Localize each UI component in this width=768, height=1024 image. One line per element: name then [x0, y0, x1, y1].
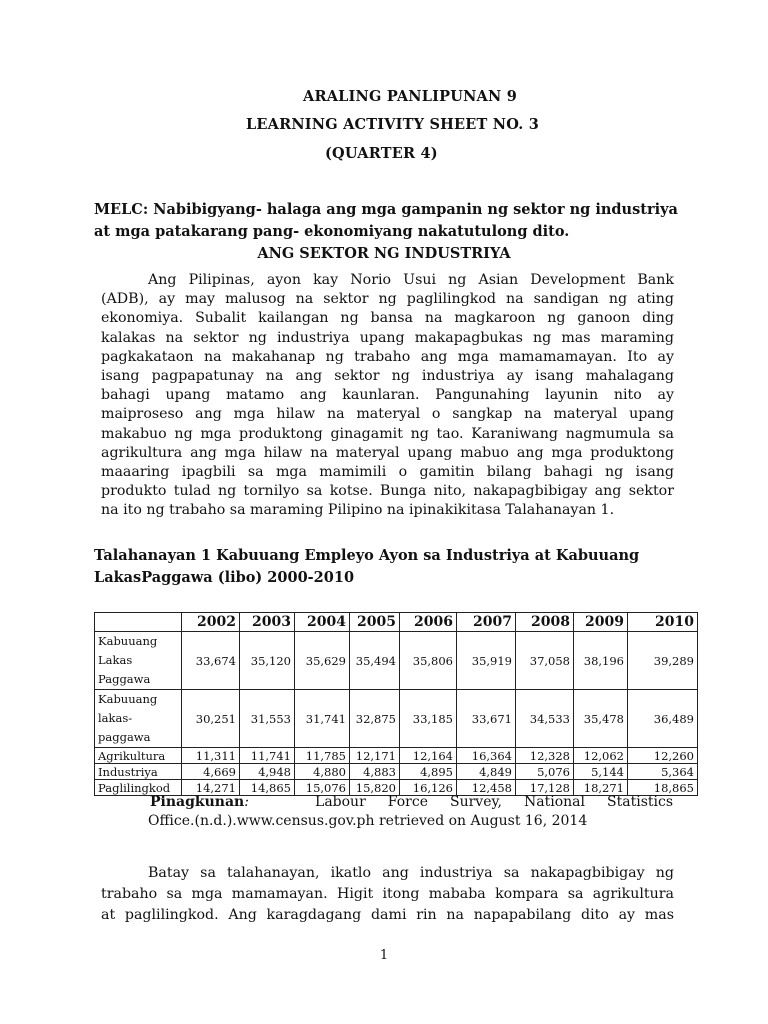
table-cell: 11,785: [295, 748, 350, 764]
table-cell: 5,144: [574, 764, 628, 780]
page-number: 1: [379, 948, 389, 963]
paragraph-line: ekonomiya. Subalit kailangan ng bansa na magkaroon ng ganoon ding: [101, 310, 674, 327]
caption-line: LakasPaggawa (libo) 2000-2010: [94, 569, 355, 586]
source-citation: [150, 793, 673, 831]
table-cell: 15,076: [295, 780, 350, 796]
row-label-line: lakas-: [98, 711, 133, 725]
table-cell: 12,062: [574, 748, 628, 764]
table-row: [95, 690, 698, 748]
paragraph-line: at paglilingkod. Ang karagdagang dami rin na napapabilang dito ay mas: [101, 907, 674, 923]
subject-heading: ARALING PANLIPUNAN 9: [303, 88, 517, 105]
source-colon: :: [244, 794, 249, 810]
source-line: Office.(n.d.).www.census.gov.ph retrieved on August 16, 2014: [148, 813, 588, 829]
table-cell: 12,260: [628, 748, 698, 764]
table-cell: 18,865: [628, 780, 698, 796]
paragraph-line: isang pagpapatunay na ang sektor ng industriya ay isang mahalagang: [101, 367, 674, 384]
table-cell: 39,289: [628, 632, 698, 690]
table-cell: 14,271: [182, 780, 240, 796]
sheet-heading: LEARNING ACTIVITY SHEET NO. 3: [246, 116, 539, 133]
year-header: 2003: [240, 613, 295, 632]
table-cell: 34,533: [516, 690, 574, 748]
row-label-line: Kabuuang: [98, 634, 158, 648]
table-cell: 12,328: [516, 748, 574, 764]
table-caption: [94, 545, 684, 589]
row-label: Paglilingkod: [95, 780, 182, 796]
employment-table: [94, 612, 698, 796]
table-cell: 4,895: [400, 764, 457, 780]
source-line: [150, 793, 673, 812]
table-cell: 35,629: [295, 632, 350, 690]
table-corner-cell: [95, 613, 182, 632]
table-cell: 35,120: [240, 632, 295, 690]
table-cell: 5,364: [628, 764, 698, 780]
table-cell: 12,458: [457, 780, 516, 796]
table-cell: 11,311: [182, 748, 240, 764]
table-cell: 4,669: [182, 764, 240, 780]
paragraph-line: maaaring ipagbili sa mga mamimili o gamitin bilang bahagi ng isang: [101, 463, 674, 480]
paragraph-line: Ang Pilipinas, ayon kay Norio Usui ng Asian Development Bank: [148, 272, 674, 288]
paragraph-line: bahagi upang matamo ang kaunlaran. Pangunahing layunin nito ay: [101, 387, 674, 404]
table-cell: 11,741: [240, 748, 295, 764]
table-cell: 33,674: [182, 632, 240, 690]
source-label: Pinagkunan: [150, 794, 245, 810]
table-cell: 18,271: [574, 780, 628, 796]
year-header: 2010: [628, 613, 698, 632]
paragraph-line: trabaho sa mga mamamayan. Higit itong mababa kompara sa agrikultura: [101, 886, 674, 902]
row-label-line: Lakas: [98, 653, 133, 667]
quarter-heading: (QUARTER 4): [325, 145, 438, 162]
row-label: [95, 632, 182, 690]
year-header: 2008: [516, 613, 574, 632]
paragraph-line: (ADB), ay may malusog na sektor ng paglilingkod na sandigan ng ating: [101, 291, 674, 308]
year-header: 2006: [400, 613, 457, 632]
paragraph-line: maiproseso ang mga hilaw na materyal o sangkap na materyal upang: [101, 406, 674, 423]
year-header: 2007: [457, 613, 516, 632]
row-label: [95, 690, 182, 748]
row-label-line: paggawa: [98, 730, 151, 744]
paragraph-line: Batay sa talahanayan, ikatlo ang industriya sa nakapagbibigay ng: [148, 865, 674, 881]
table-cell: 4,948: [240, 764, 295, 780]
table-cell: 17,128: [516, 780, 574, 796]
year-header: 2009: [574, 613, 628, 632]
paragraph-line: pagkakataon na makahanap ng trabaho ang mga mamamamayan. Ito ay: [101, 348, 674, 365]
analysis-paragraph: [101, 863, 674, 926]
melc-line: MELC: Nabibigyang- halaga ang mga gampanin ng sektor ng industriya: [94, 201, 678, 218]
table-cell: 4,849: [457, 764, 516, 780]
paragraph-line: kalakas na sektor ng industriya upang makapagbukas ng mas maraming: [101, 329, 674, 346]
paragraph-line: agrikultura ang mga hilaw na materyal upang mabuo ang mga produktong: [101, 444, 674, 461]
table-cell: 35,919: [457, 632, 516, 690]
table-cell: 4,883: [350, 764, 400, 780]
intro-paragraph: [101, 271, 674, 520]
paragraph-line: na ito ng trabaho sa maraming Pilipino na ipinakikitasa Talahanayan 1.: [101, 502, 615, 519]
table-cell: 5,076: [516, 764, 574, 780]
table-cell: 35,806: [400, 632, 457, 690]
year-header: 2005: [350, 613, 400, 632]
table-cell: 35,494: [350, 632, 400, 690]
table-cell: 36,489: [628, 690, 698, 748]
row-label-line: Paggawa: [98, 672, 151, 686]
table-row: [95, 748, 698, 764]
caption-line: Talahanayan 1 Kabuuang Empleyo Ayon sa Industriya at Kabuuang: [94, 547, 640, 564]
year-header: 2002: [182, 613, 240, 632]
table-cell: 37,058: [516, 632, 574, 690]
table-cell: 33,185: [400, 690, 457, 748]
table-cell: 12,164: [400, 748, 457, 764]
table-cell: 14,865: [240, 780, 295, 796]
table-cell: 15,820: [350, 780, 400, 796]
table-cell: 12,171: [350, 748, 400, 764]
melc-line: at mga patakarang pang- ekonomiyang nakatutulong dito.: [94, 223, 570, 240]
table-cell: 31,741: [295, 690, 350, 748]
table-cell: 30,251: [182, 690, 240, 748]
row-label: Industriya: [95, 764, 182, 780]
year-header: 2004: [295, 613, 350, 632]
row-label-line: Kabuuang: [98, 692, 158, 706]
row-label: Agrikultura: [95, 748, 182, 764]
source-text: Labour Force Survey, National Statistics: [315, 794, 674, 810]
table-cell: 35,478: [574, 690, 628, 748]
table-cell: 32,875: [350, 690, 400, 748]
melc-statement: [94, 199, 684, 243]
paragraph-line: makabuo ng mga produktong ginagamit ng tao. Karaniwang nagmumula sa: [101, 425, 674, 442]
table-cell: 4,880: [295, 764, 350, 780]
table-cell: 16,364: [457, 748, 516, 764]
table-cell: 33,671: [457, 690, 516, 748]
table-row: [95, 764, 698, 780]
table-cell: 31,553: [240, 690, 295, 748]
table-cell: 16,126: [400, 780, 457, 796]
section-title: ANG SEKTOR NG INDUSTRIYA: [257, 245, 511, 262]
table-header-row: [95, 613, 698, 632]
table-cell: 38,196: [574, 632, 628, 690]
table-row: [95, 632, 698, 690]
paragraph-line: produkto tulad ng tornilyo sa kotse. Bunga nito, nakapagbibigay ang sektor: [101, 483, 674, 500]
